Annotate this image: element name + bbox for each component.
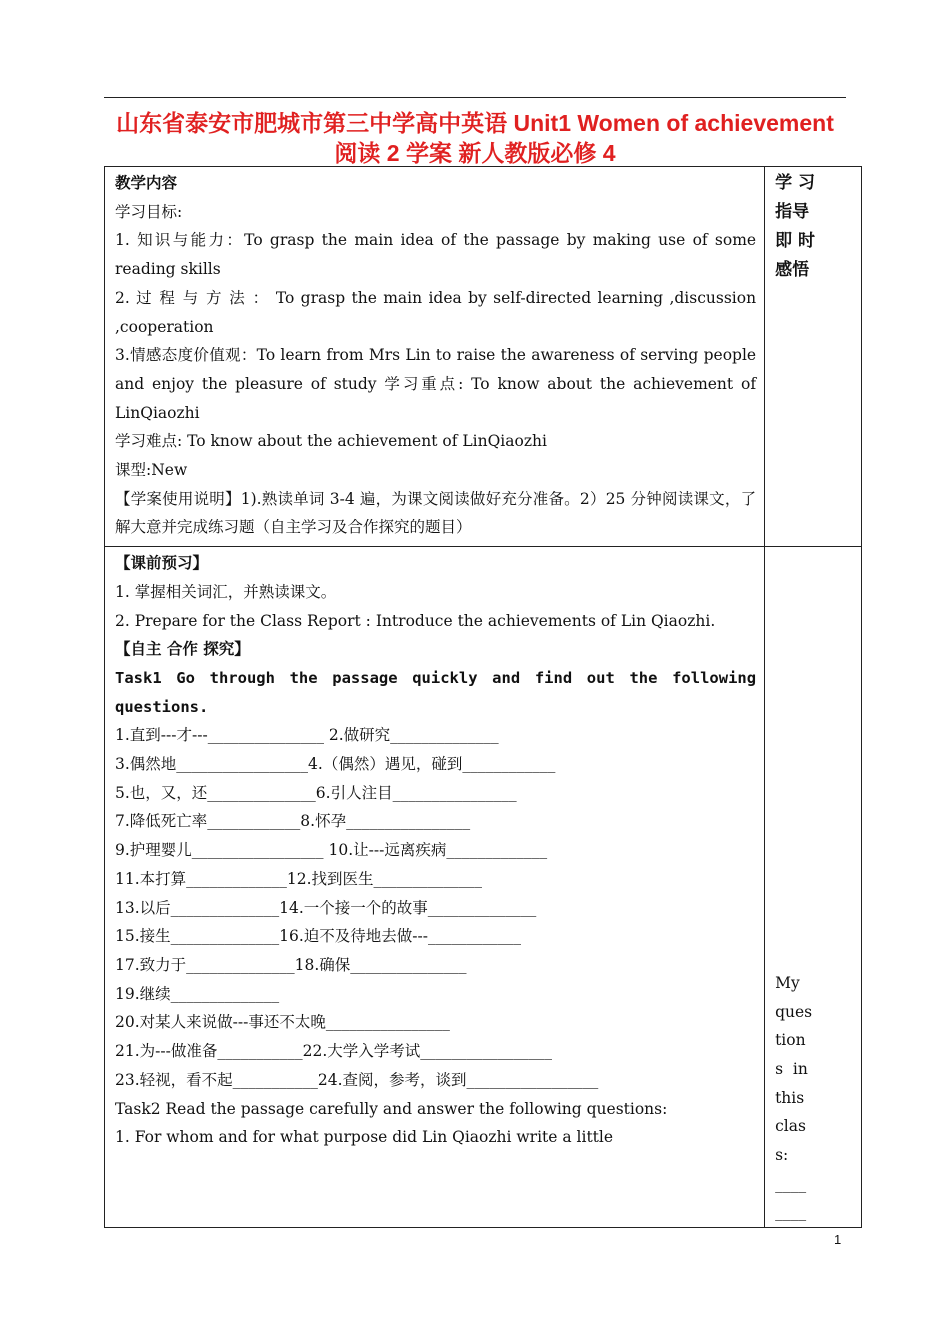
- content-cell-tasks: [105, 547, 765, 1228]
- lesson-table: [104, 166, 862, 1228]
- preview-heading: 【课前预习】: [115, 554, 209, 573]
- vocab-row: 15.接生______________16.迫不及待地去做---____________: [115, 927, 522, 946]
- preview-item: 2. Prepare for the Class Report : Introduce the achievements of Lin Qiaozhi.: [115, 611, 716, 630]
- vocab-row: 1.直到---才---_______________ 2.做研究______________: [115, 726, 499, 745]
- explore-heading: 【自主 合作 探究】: [115, 640, 250, 659]
- vocab-row: 13.以后______________14.一个接一个的故事______________: [115, 898, 537, 917]
- task1-instruction: Task1 Go through the passage quickly and find out the following questions.: [115, 668, 757, 716]
- vocab-row: 19.继续______________: [115, 984, 280, 1003]
- side-note-line: s in: [775, 1059, 808, 1078]
- side-note-line: ques: [775, 1002, 813, 1021]
- objectives-heading: 学习目标:: [115, 202, 183, 221]
- content-cell-objectives: [105, 167, 765, 547]
- vocab-row: 17.致力于______________18.确保_______________: [115, 955, 467, 974]
- side-note-line: clas: [775, 1117, 806, 1136]
- side-note-line: s:: [775, 1146, 789, 1165]
- side-header-line: 感悟: [775, 260, 810, 280]
- side-header-line: 即 时: [775, 231, 815, 251]
- vocab-row: 3.偶然地_________________4.（偶然）遇见，碰到____________: [115, 755, 556, 774]
- vocab-row: 7.降低死亡率____________8.怀孕________________: [115, 812, 471, 831]
- lesson-type: 课型:New: [115, 461, 188, 480]
- side-note-line: this: [775, 1088, 805, 1107]
- vocab-row: 9.护理婴儿_________________ 10.让---远离疾病_____________: [115, 841, 548, 860]
- side-cell-header: [765, 167, 862, 547]
- header-rule: [104, 97, 846, 98]
- difficult-point: 学习难点: To know about the achievement of LinQiaozhi: [115, 432, 547, 451]
- answer-blank[interactable]: ____: [775, 1174, 807, 1193]
- vocab-row: 20.对某人来说做---事还不太晚________________: [115, 1013, 450, 1032]
- question-1: 1. For whom and for what purpose did Lin Qiaozhi write a little: [115, 1128, 614, 1147]
- vocab-row: 11.本打算_____________12.找到医生______________: [115, 869, 483, 888]
- answer-blank[interactable]: ____: [775, 1203, 807, 1222]
- vocab-row: 23.轻视，看不起___________24.查阅，参考，谈到_________________: [115, 1070, 599, 1089]
- usage-instructions: 【学案使用说明】1).熟读单词 3-4 遍，为课文阅读做好充分准备。2）25 分钟阅读课文，了解大意并完成练习题（自主学习及合作探究的题目）: [115, 489, 757, 537]
- column-header: 教学内容: [115, 174, 178, 192]
- objective-process: 2. 过 程 与 方 法 ： To grasp the main idea by self-directed learning ,discussion ,cooperation: [115, 288, 757, 336]
- preview-item: 1. 掌握相关词汇，并熟读课文。: [115, 582, 337, 601]
- vocab-row: 5.也，又，还______________6.引人注目________________: [115, 783, 517, 802]
- page-number: 1: [834, 1232, 842, 1247]
- side-note-line: tion: [775, 1031, 806, 1050]
- side-cell-notes: [765, 547, 862, 1228]
- side-header-line: 学 习: [775, 173, 815, 193]
- side-note-line: My: [775, 973, 800, 992]
- objective-emotion: 3.情感态度价值观：To learn from Mrs Lin to raise the awareness of serving people and enjoy the pleasure of study 学习重点: To know about the achievement of LinQiaozhi: [115, 346, 757, 422]
- page-title: 山东省泰安市肥城市第三中学高中英语 Unit1 Women of achievement 阅读 2 学案 新人教版必修 4: [116, 110, 834, 166]
- objective-knowledge: 1. 知识与能力：To grasp the main idea of the passage by making use of some reading skills: [115, 231, 757, 279]
- task2-instruction: Task2 Read the passage carefully and answer the following questions:: [115, 1099, 668, 1118]
- vocab-row: 21.为---做准备___________22.大学入学考试_________________: [115, 1042, 553, 1061]
- side-header-line: 指导: [775, 202, 810, 222]
